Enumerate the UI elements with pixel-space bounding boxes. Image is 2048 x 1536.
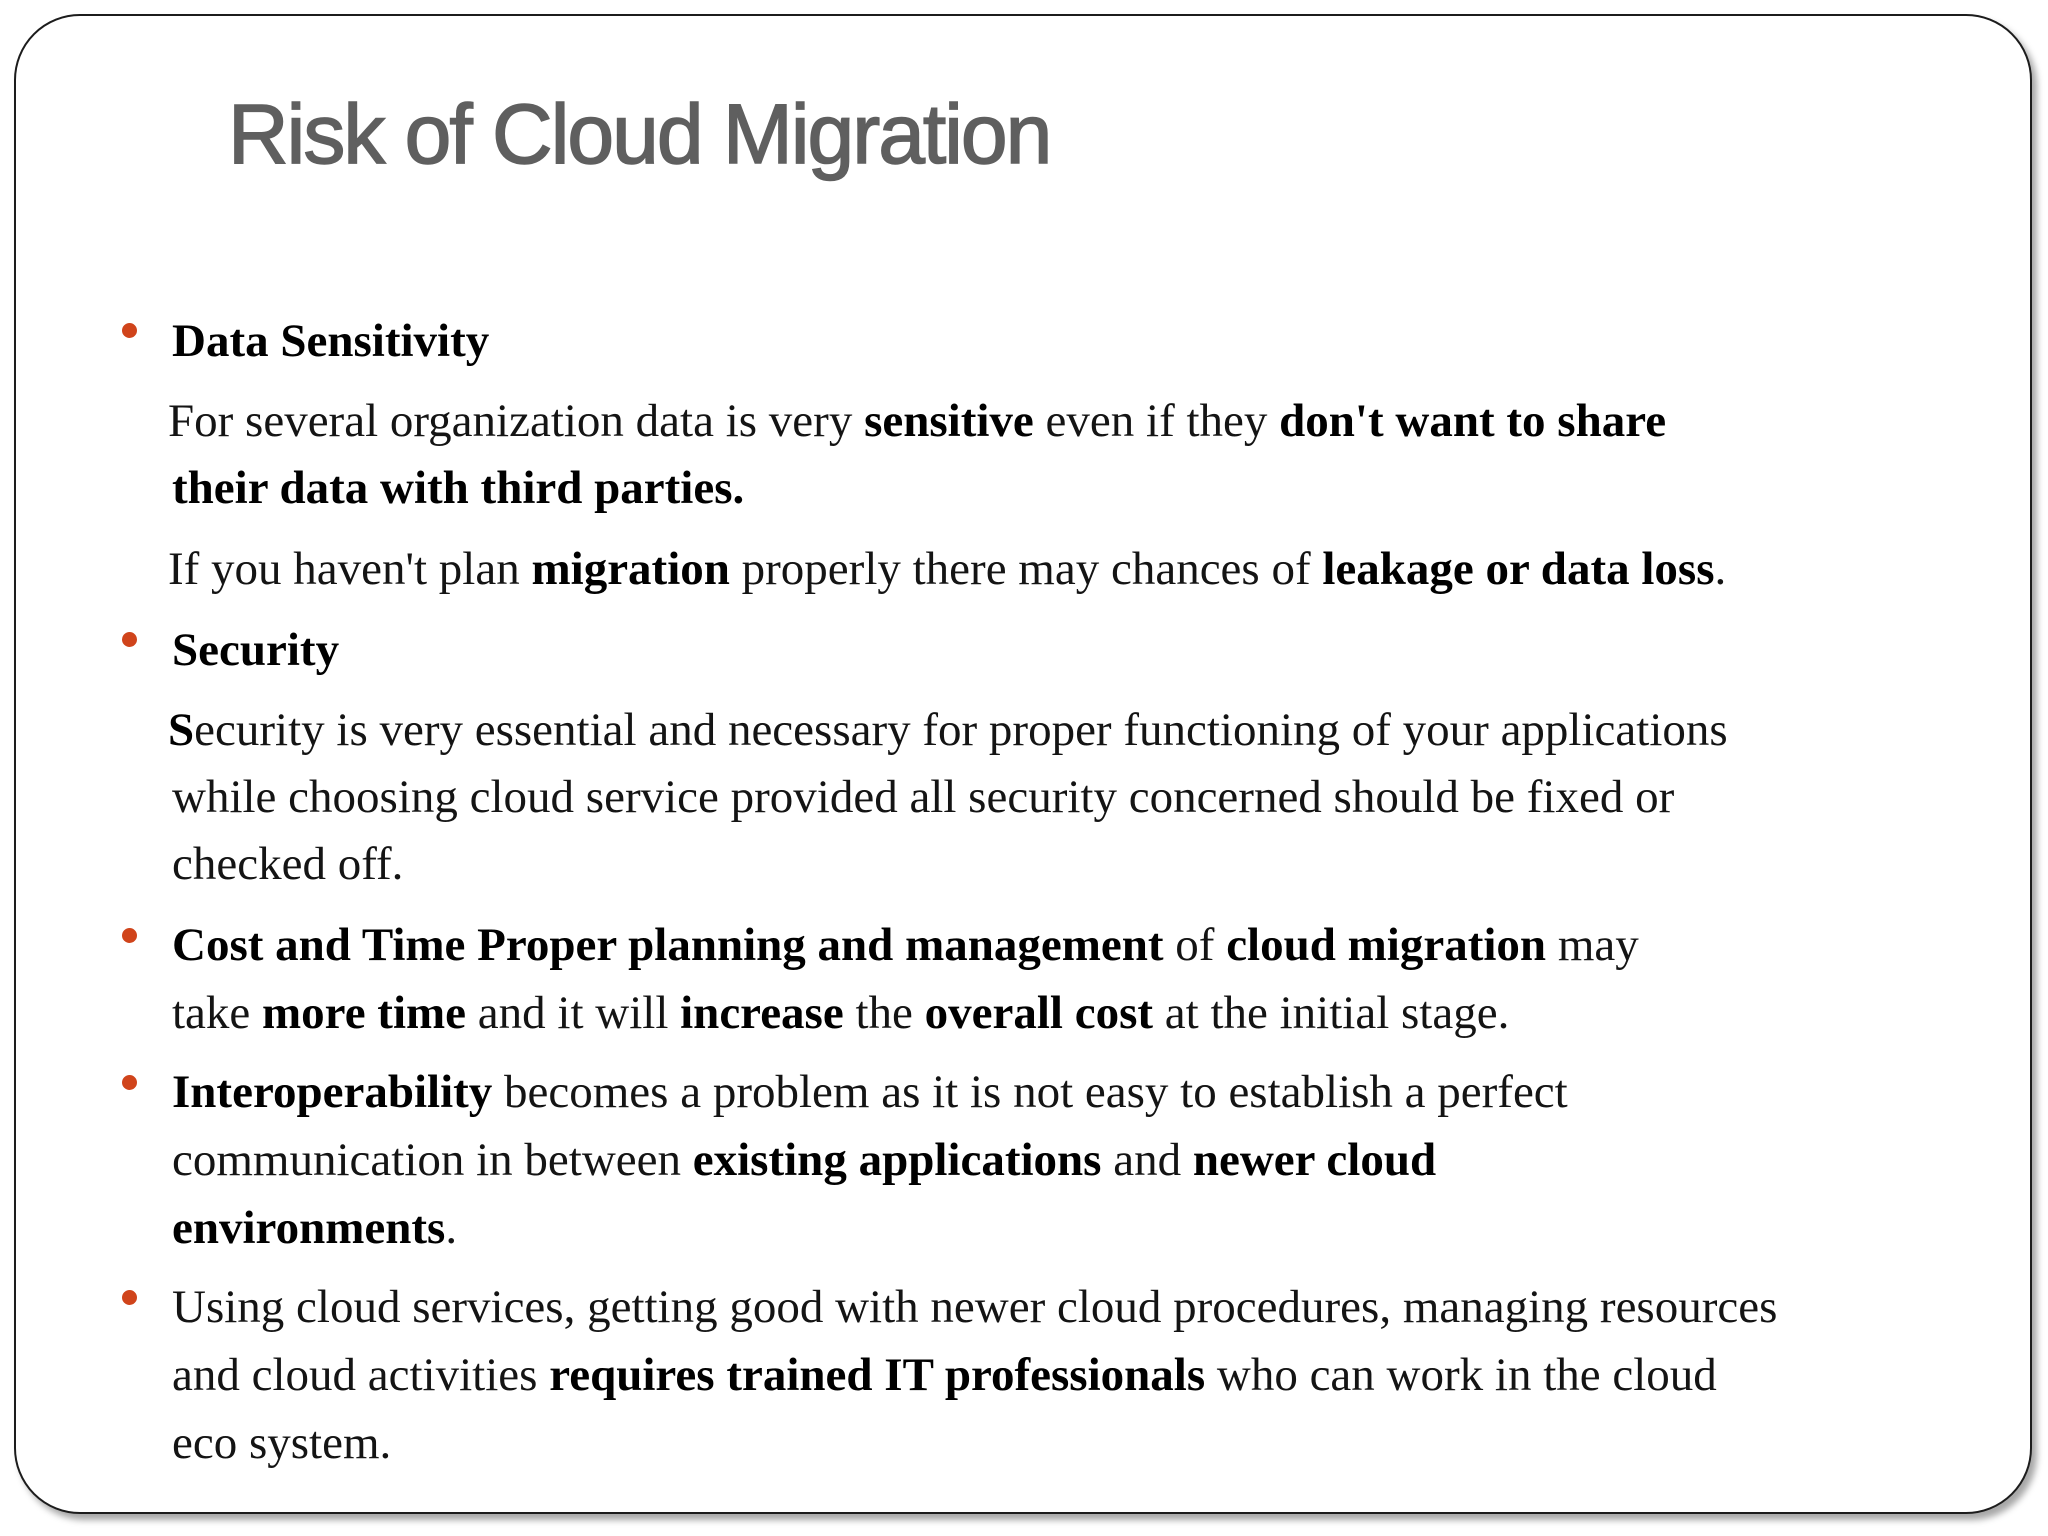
bullet-dot-icon (122, 1290, 137, 1305)
bold-run: sensitive (864, 395, 1034, 447)
text-run: even if they (1033, 395, 1280, 447)
bold-run: newer cloud (1192, 1134, 1437, 1186)
data-sensitivity-line-2 (172, 462, 745, 514)
text-run: Using cloud services, getting good with newer cloud procedures, managing resources (172, 1281, 1778, 1333)
heading-data-sensitivity (172, 315, 490, 367)
heading-text: Security (172, 624, 340, 676)
interoperability-line-3 (172, 1202, 458, 1254)
security-line-2 (172, 771, 1675, 823)
text-run: and cloud activities (172, 1349, 550, 1401)
bold-run: more time (262, 987, 467, 1039)
data-sensitivity-line-1 (168, 395, 1667, 447)
bullet-dot-icon (122, 928, 137, 943)
text-run: the (843, 987, 925, 1039)
bold-run: Interoperability (172, 1066, 493, 1118)
bold-run: environments (172, 1202, 446, 1254)
text-run: take (172, 987, 263, 1039)
bold-run: cloud migration (1226, 919, 1547, 971)
heading-security (172, 624, 340, 676)
slide-title: Risk of Cloud Migration (228, 87, 1051, 181)
bold-run: S (168, 704, 195, 756)
text-run: checked off. (172, 838, 404, 890)
text-run: . (1714, 543, 1727, 595)
bold-run: Cost and Time Proper planning and management (172, 919, 1164, 971)
data-sensitivity-line-3 (168, 543, 1727, 595)
bullet-dot-icon (122, 632, 137, 647)
text-run: becomes a problem as it is not easy to establish a perfect (492, 1066, 1568, 1118)
bold-run: increase (680, 987, 844, 1039)
heading-text: Data Sensitivity (172, 315, 490, 367)
security-line-3 (172, 838, 404, 890)
text-run: eco system. (172, 1417, 392, 1469)
bold-run: existing applications (692, 1134, 1102, 1186)
text-run: who can work in the cloud (1205, 1349, 1717, 1401)
bold-run: overall cost (924, 987, 1154, 1039)
text-run: communication in between (172, 1134, 693, 1186)
bold-run: migration (531, 543, 730, 595)
bold-run: their data with third parties. (172, 462, 745, 514)
text-run: may (1546, 919, 1639, 971)
professionals-line-3 (172, 1417, 392, 1469)
text-run: For several organization data is very (168, 395, 865, 447)
text-run: at the initial stage. (1153, 987, 1510, 1039)
text-run: of (1163, 919, 1227, 971)
text-run: and it will (466, 987, 681, 1039)
professionals-line-1 (172, 1281, 1778, 1333)
interoperability-line-2 (172, 1134, 1437, 1186)
interoperability-line-1 (172, 1066, 1568, 1118)
text-run: while choosing cloud service provided all security concerned should be fixed or (172, 771, 1675, 823)
bullet-dot-icon (122, 1075, 137, 1090)
bold-run: requires trained IT professionals (549, 1349, 1206, 1401)
text-run: ecurity is very essential and necessary for proper functioning of your applications (194, 704, 1728, 756)
bold-run: don't want to share (1279, 395, 1667, 447)
cost-time-line-2 (172, 987, 1510, 1039)
text-run: and (1101, 1134, 1193, 1186)
professionals-line-2 (172, 1349, 1717, 1401)
cost-time-line-1 (172, 919, 1639, 971)
bold-run: leakage or data loss (1322, 543, 1715, 595)
security-line-1 (168, 704, 1728, 756)
bullet-dot-icon (122, 323, 137, 338)
text-run: If you haven't plan (168, 543, 532, 595)
text-run: . (445, 1202, 458, 1254)
text-run: properly there may chances of (729, 543, 1323, 595)
